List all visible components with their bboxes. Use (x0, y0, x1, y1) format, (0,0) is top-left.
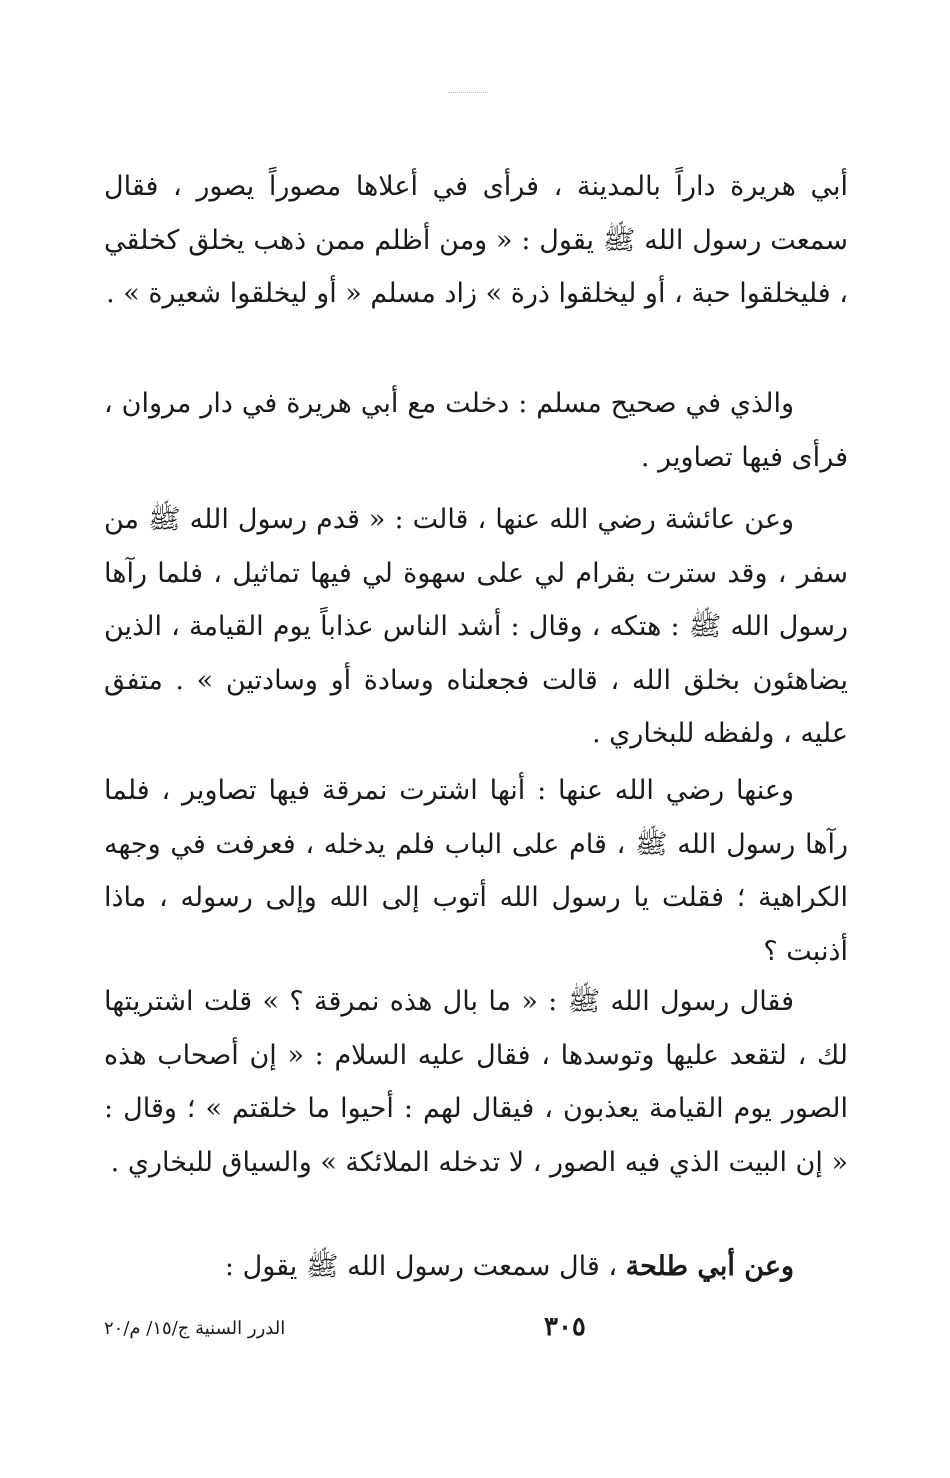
paragraph-6 (104, 1240, 848, 1294)
footer-source: الدرر السنية ج/١٥/ م/٢٠ (104, 1318, 286, 1339)
paragraph-5 (104, 975, 848, 1189)
narration-continuation: ، قال سمعت رسول الله ﷺ يقول : (224, 1251, 618, 1282)
paragraph-3-text: وعن عائشة رضي الله عنها ، قالت : « قدم رسول الله ﷺ من سفر ، وقد سترت بقرام لي على سهوة لي فيها تماثيل ، فلما رآها رسول الله ﷺ : هتكه ، وقال : أشد الناس عذاباً يوم القيامة ، الذين يضاهئون بخلق الله ، قالت فجعلناه وسادة أو وسادتين » . متفق عليه ، ولفظه للبخاري . (104, 504, 848, 749)
page-footer (104, 1312, 848, 1352)
paragraph-2-text: والذي في صحيح مسلم : دخلت مع أبي هريرة في دار مروان ، فرأى فيها تصاوير . (104, 388, 848, 473)
paragraph-3 (104, 493, 848, 761)
page-number: ٣٠٥ (544, 1312, 586, 1342)
header-mark (448, 92, 488, 95)
narrator-name: وعن أبي طلحة (625, 1251, 794, 1282)
paragraph-6-text (104, 1240, 848, 1294)
paragraph-4-text: وعنها رضي الله عنها : أنها اشترت نمرقة فيها تصاوير ، فلما رآها رسول الله ﷺ ، قام على الباب فلم يدخله ، فعرفت في وجهه الكراهية ؛ فقلت يا رسول الله أتوب إلى الله وإلى رسوله ، ماذا أذنبت ؟ (104, 775, 848, 967)
paragraph-1 (104, 160, 848, 321)
paragraph-5-text: فقال رسول الله ﷺ : « ما بال هذه نمرقة ؟ » قلت اشتريتها لك ، لتقعد عليها وتوسدها ، فقال عليه السلام : « إن أصحاب هذه الصور يوم القيامة يعذبون ، فيقال لهم : أحيوا ما خلقتم » ؛ وقال : « إن البيت الذي فيه الصور ، لا تدخله الملائكة » والسياق للبخاري . (104, 986, 848, 1178)
paragraph-4 (104, 764, 848, 978)
paragraph-2 (104, 377, 848, 484)
paragraph-1-text: أبي هريرة داراً بالمدينة ، فرأى في أعلاها مصوراً يصور ، فقال سمعت رسول الله ﷺ يقول : « ومن أظلم ممن ذهب يخلق كخلقي ، فليخلقوا حبة ، أو ليخلقوا ذرة » زاد مسلم « أو ليخلقوا شعيرة » . (104, 171, 848, 309)
